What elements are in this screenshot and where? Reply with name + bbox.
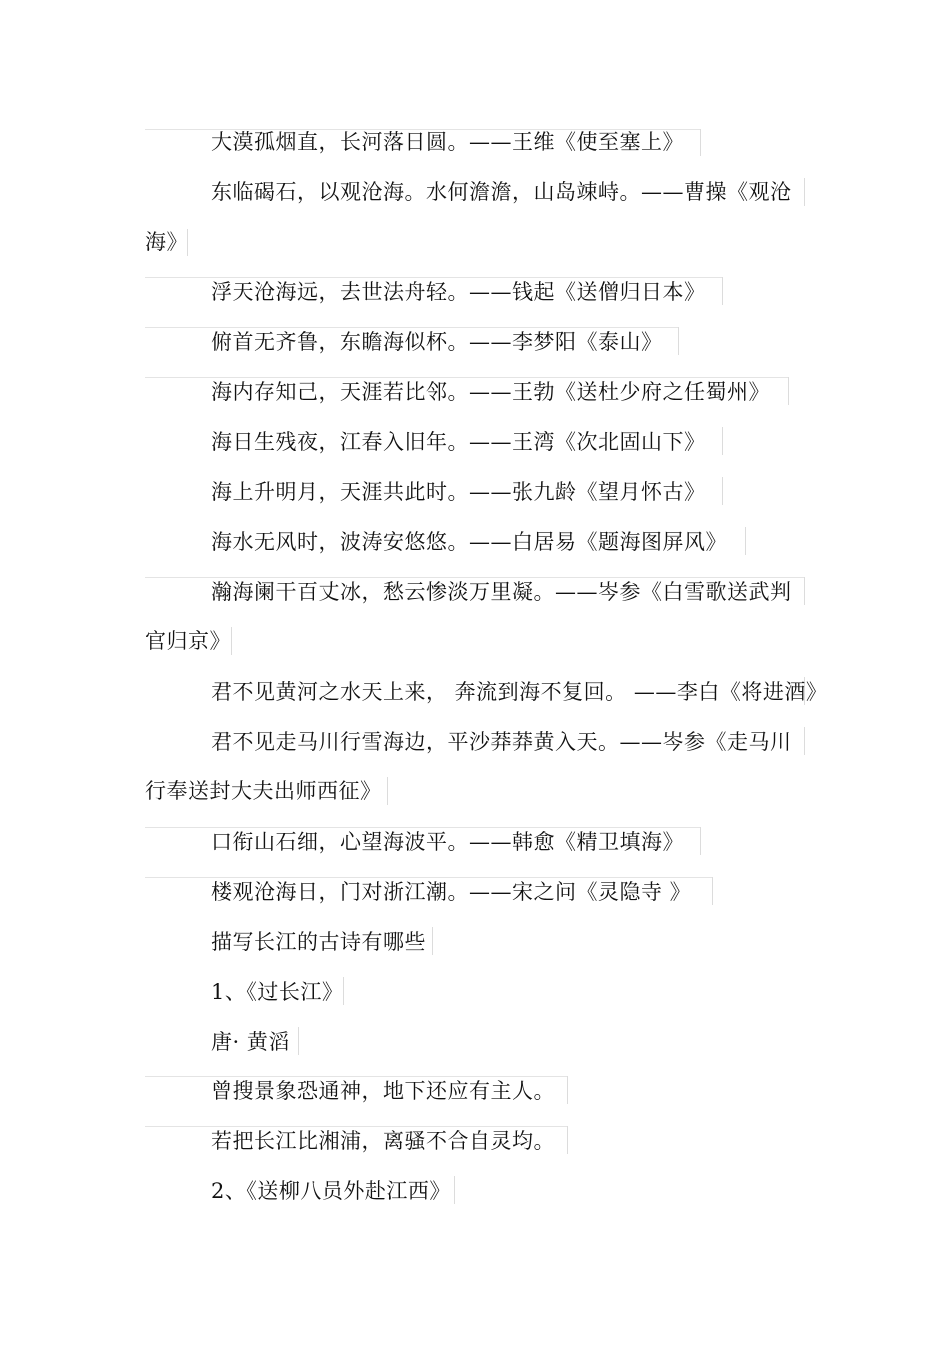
text-line: 大漠孤烟直，长河落日圆。——王维《使至塞上》: [211, 130, 684, 154]
line-rule: [454, 1176, 455, 1204]
line-rule: [432, 927, 433, 955]
text-line: 唐· 黄滔: [211, 1030, 290, 1054]
text-line: 海上升明月，天涯共此时。——张九龄《望月怀古》: [211, 480, 706, 504]
text-line: 口衔山石细，心望海波平。——韩愈《精卫填海》: [211, 830, 684, 854]
text-line: 若把长江比湘浦，离骚不合自灵均。: [211, 1129, 555, 1153]
line-rule: [804, 577, 805, 605]
line-rule: [700, 827, 701, 855]
text-line: 海水无风时，波涛安悠悠。——白居易《题海图屏风》: [211, 530, 727, 554]
text-line: 东临碣石，以观沧海。水何澹澹，山岛竦峙。——曹操《观沧: [211, 180, 792, 204]
text-line: 1、《过长江》: [211, 980, 344, 1004]
text-line: 君不见黄河之水天上来， 奔流到海不复回。 ——李白《将进酒》: [211, 680, 828, 704]
text-line: 2、《送柳八员外赴江西》: [211, 1179, 451, 1203]
text-line: 官归京》: [145, 629, 231, 653]
text-line: 君不见走马川行雪海边，平沙莽莽黄入天。——岑参《走马川: [211, 730, 792, 754]
line-rule: [722, 427, 723, 455]
line-rule: [722, 277, 723, 305]
text-line: 曾搜景象恐通神，地下还应有主人。: [211, 1079, 555, 1103]
text-line: 海内存知己，天涯若比邻。——王勃《送杜少府之任蜀州》: [211, 380, 770, 404]
line-rule: [231, 627, 232, 655]
line-rule: [567, 1076, 568, 1104]
text-line: 描写长江的古诗有哪些: [211, 930, 426, 954]
text-line: 海日生残夜，江春入旧年。——王湾《次北固山下》: [211, 430, 706, 454]
line-rule: [387, 777, 388, 805]
line-rule: [788, 377, 789, 405]
text-line: 海》: [145, 230, 188, 254]
text-line: 浮天沧海远，去世法舟轻。——钱起《送僧归日本》: [211, 280, 706, 304]
line-rule: [298, 1027, 299, 1055]
line-rule: [678, 327, 679, 355]
line-rule: [804, 178, 805, 206]
line-rule: [712, 877, 713, 905]
line-rule: [700, 129, 701, 156]
line-rule: [567, 1126, 568, 1154]
line-rule: [745, 527, 746, 555]
text-line: 瀚海阑干百丈冰，愁云惨淡万里凝。——岑参《白雪歌送武判: [211, 580, 792, 604]
text-line: 行奉送封大夫出师西征》: [145, 779, 382, 803]
line-rule: [722, 477, 723, 505]
text-line: 楼观沧海日，门对浙江潮。——宋之问《灵隐寺 》: [211, 880, 692, 904]
line-rule: [804, 727, 805, 755]
text-line: 俯首无齐鲁，东瞻海似杯。——李梦阳《泰山》: [211, 330, 663, 354]
